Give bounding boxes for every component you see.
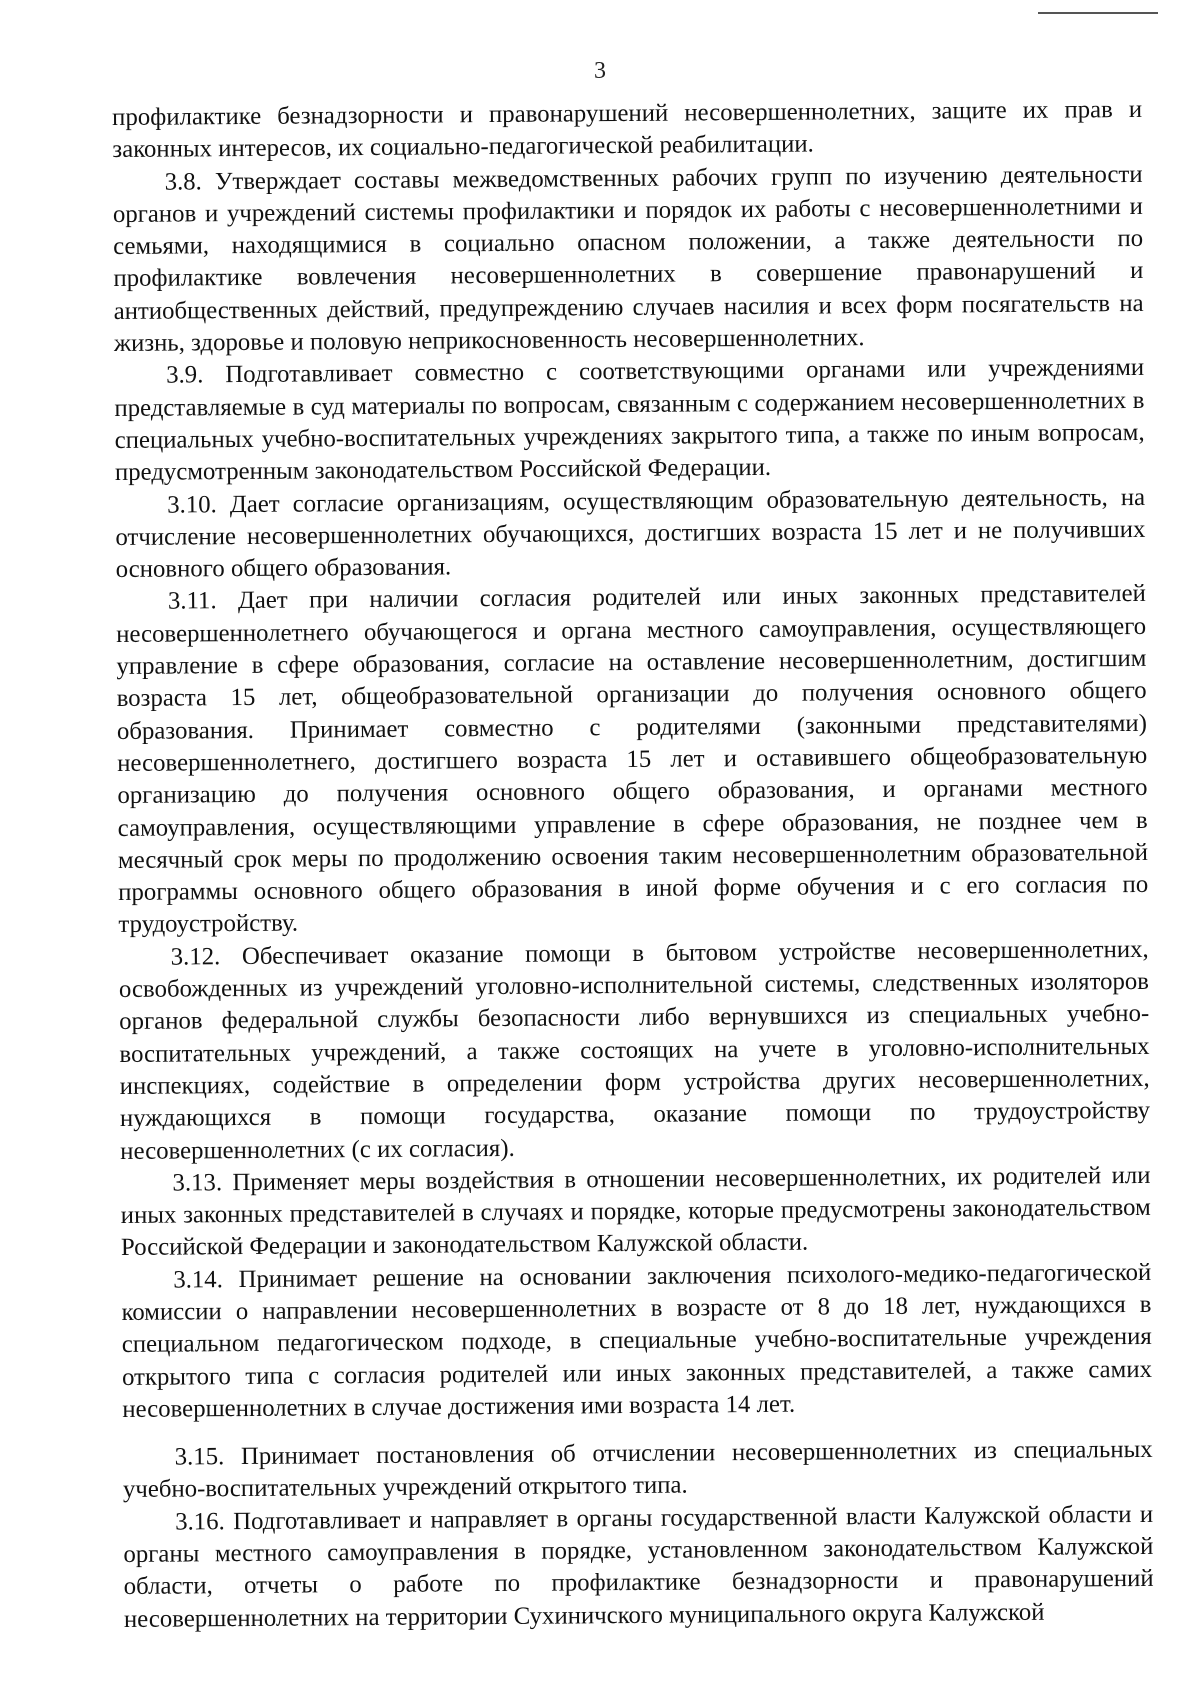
- paragraph-3-12: 3.12. Обеспечивает оказание помощи в бытовом устройстве несовершеннолетних, освобожденных из учреждений уголовно-исполнительной системы, следственных изоляторов органов федеральной службы безопасности либо вернувшихся из специальных учебно-воспитательных учреждений, а также состоящих на учете в уголовно-исполнительных инспекциях, содействие в определении форм устройства других несовершеннолетних, нуждающихся в помощи государства, оказание помощи по трудоустройству несовершеннолетних (с их согласия).: [118, 935, 1151, 1165]
- corner-scan-mark: [1038, 12, 1158, 14]
- paragraph-3-8: 3.8. Утверждает составы межведомственных рабочих групп по изучению деятельности органов и учреждений системы профилактики и порядок их работы с несовершеннолетними и семьями, находящимися в социально опасном положении, а также деятельности по профилактике вовлечения несовершеннолетних в совершение правонарушений и антиобщественных действий, предупреждению случаев насилия и всех форм посягательств на жизнь, здоровье и половую неприкосновенность несовершеннолетних.: [112, 160, 1144, 358]
- paragraph-3-16: 3.16. Подготавливает и направляет в органы государственной власти Калужской области и органы местного самоуправления в порядке, установленном законодательством Калужской области, отчеты о работе по профилактике безнадзорности и правонарушений несовершеннолетних на территории Сухиничского муниципального округа Калужской: [123, 1500, 1154, 1633]
- paragraph-3-9: 3.9. Подготавливает совместно с соответствующими органами или учреждениями представляемые в суд материалы по вопросам, связанным с содержанием несовершеннолетних в специальных учебно-воспитательных учреждениях закрытого типа, а также по иным вопросам, предусмотренным законодательством Российской Федерации.: [114, 354, 1145, 487]
- paragraph-continuation: профилактике безнадзорности и правонарушений несовершеннолетних, защите их прав и законных интересов, их социально-педагогической реабилитации.: [112, 95, 1143, 164]
- paragraph-3-13: 3.13. Применяет меры воздействия в отношении несовершеннолетних, их родителей или иных законных представителей в случаях и порядке, которые предусмотрены законодательством Российской Федерации и законодательством Калужской области.: [120, 1161, 1151, 1262]
- paragraph-3-11: 3.11. Дает при наличии согласия родителей или иных законных представителей несовершеннолетнего обучающегося и органа местного самоуправления, осуществляющего управление в сфере образования, согласие на оставление несовершеннолетним, достигшим возраста 15 лет, общеобразовательной организации до получения основного общего образования. Принимает совместно с родителями (законными представителями) несовершеннолетнего, достигшего возраста 15 лет и оставившего общеобразовательную организацию до получения основного общего образования, и органами местного самоуправления, осуществляющими управление в сфере образования, не позднее чем в месячный срок меры по продолжению освоения таким несовершеннолетним образовательной программы основного общего образования в иной форме обучения и с его согласия по трудоустройству.: [116, 580, 1149, 939]
- paragraph-3-14: 3.14. Принимает решение на основании заключения психолого-медико-педагогической комиссии о направлении несовершеннолетних в возрасте от 8 до 18 лет, нуждающихся в специальном педагогическом подходе, в специальные учебно-воспитательные учреждения открытого типа с согласия родителей или иных законных представителей, а также самих несовершеннолетних в случае достижения ими возраста 14 лет.: [121, 1258, 1153, 1423]
- page-number: 3: [594, 58, 606, 84]
- document-body: [112, 94, 1154, 1636]
- paragraph-3-15: 3.15. Принимает постановления об отчислении несовершеннолетних из специальных учебно-воспитательных учреждений открытого типа.: [122, 1436, 1153, 1504]
- paragraph-3-10: 3.10. Дает согласие организациям, осуществляющим образовательную деятельность, на отчисление несовершеннолетних обучающихся, достигших возраста 15 лет и не получивших основного общего образования.: [115, 483, 1146, 584]
